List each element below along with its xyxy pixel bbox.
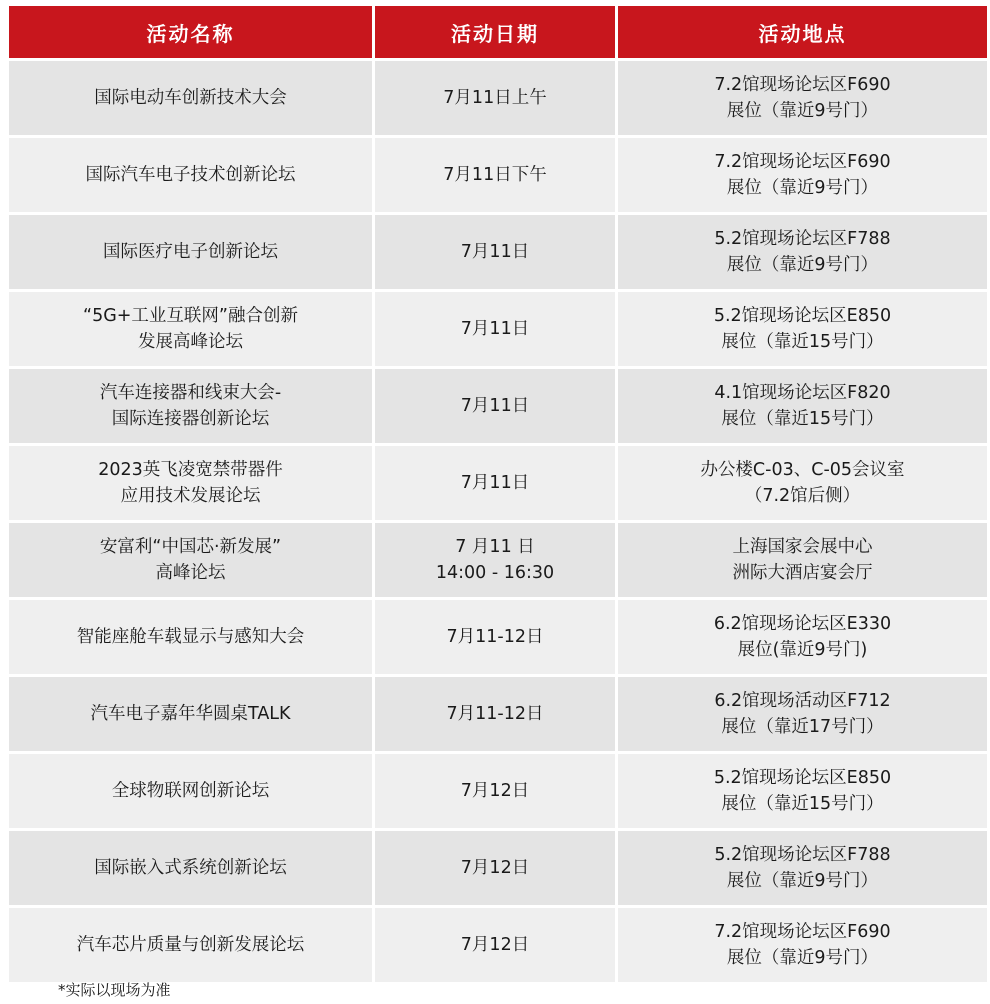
event-venue-cell: 5.2馆现场论坛区E850 展位（靠近15号门） [618,292,987,369]
event-date-cell: 7月12日 [375,831,615,908]
header-event-date: 活动日期 [375,6,615,61]
event-date-cell: 7月12日 [375,754,615,831]
event-name-cell: 全球物联网创新论坛 [9,754,372,831]
event-venue-cell: 5.2馆现场论坛区E850 展位（靠近15号门） [618,754,987,831]
table-row [9,677,987,754]
event-date-cell: 7 月11 日 14:00 - 16:30 [375,523,615,600]
event-name-cell: 安富利“中国芯·新发展” 高峰论坛 [9,523,372,600]
event-date-cell: 7月11日 [375,446,615,523]
event-name-cell: 汽车连接器和线束大会- 国际连接器创新论坛 [9,369,372,446]
table-row [9,523,987,600]
event-venue-cell: 5.2馆现场论坛区F788 展位（靠近9号门） [618,215,987,292]
event-venue-cell: 7.2馆现场论坛区F690 展位（靠近9号门） [618,908,987,985]
event-venue-cell: 6.2馆现场活动区F712 展位（靠近17号门） [618,677,987,754]
footnote: *实际以现场为准 [58,981,171,999]
event-name-cell: 国际嵌入式系统创新论坛 [9,831,372,908]
event-date-cell: 7月11日 [375,215,615,292]
event-venue-cell: 上海国家会展中心 洲际大酒店宴会厅 [618,523,987,600]
header-event-venue: 活动地点 [618,6,987,61]
header-event-name: 活动名称 [9,6,372,61]
event-venue-cell: 7.2馆现场论坛区F690 展位（靠近9号门） [618,138,987,215]
event-name-cell: 2023英飞凌宽禁带器件 应用技术发展论坛 [9,446,372,523]
table-row [9,369,987,446]
event-name-cell: 国际电动车创新技术大会 [9,61,372,138]
table-row [9,61,987,138]
table-row [9,908,987,985]
event-date-cell: 7月11-12日 [375,677,615,754]
event-venue-cell: 6.2馆现场论坛区E330 展位(靠近9号门) [618,600,987,677]
event-name-cell: 国际汽车电子技术创新论坛 [9,138,372,215]
table-row [9,600,987,677]
event-venue-cell: 5.2馆现场论坛区F788 展位（靠近9号门） [618,831,987,908]
event-name-cell: 汽车芯片质量与创新发展论坛 [9,908,372,985]
event-date-cell: 7月11日上午 [375,61,615,138]
event-venue-cell: 办公楼C-03、C-05会议室 （7.2馆后侧） [618,446,987,523]
event-name-cell: 国际医疗电子创新论坛 [9,215,372,292]
table-row [9,215,987,292]
table-body [9,61,987,985]
events-table [6,6,990,985]
table-row [9,446,987,523]
event-venue-cell: 4.1馆现场论坛区F820 展位（靠近15号门） [618,369,987,446]
event-name-cell: “5G+工业互联网”融合创新 发展高峰论坛 [9,292,372,369]
event-name-cell: 汽车电子嘉年华圆桌TALK [9,677,372,754]
event-date-cell: 7月11日 [375,292,615,369]
event-date-cell: 7月12日 [375,908,615,985]
table-header-row [9,6,987,61]
table-row [9,138,987,215]
table-row [9,292,987,369]
event-date-cell: 7月11日 [375,369,615,446]
event-venue-cell: 7.2馆现场论坛区F690 展位（靠近9号门） [618,61,987,138]
table-row [9,754,987,831]
event-date-cell: 7月11日下午 [375,138,615,215]
event-date-cell: 7月11-12日 [375,600,615,677]
table-row [9,831,987,908]
event-name-cell: 智能座舱车载显示与感知大会 [9,600,372,677]
